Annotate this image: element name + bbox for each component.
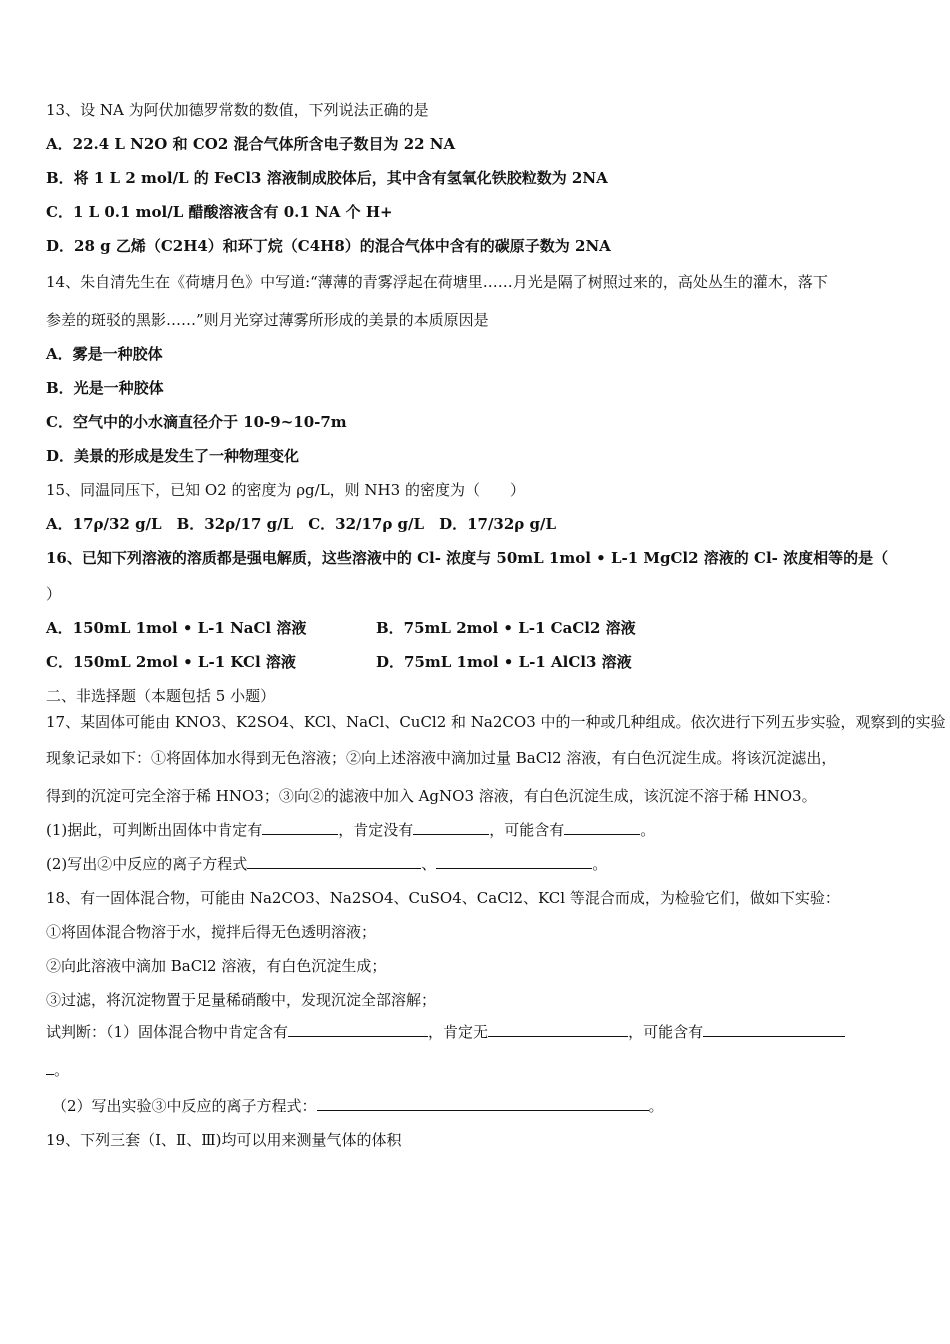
q18-judge1-mid2: ，可能含有	[628, 1023, 704, 1041]
q14-stem-line1: 14、朱自清先生在《荷塘月色》中写道:“薄薄的青雾浮起在荷塘里……月光是隔了树照过来的，高处丛生的灌木，落下	[46, 273, 828, 291]
q17-part1-prefix: (1)据此，可判断出固体中肯定有	[46, 821, 263, 839]
q18-judge2	[52, 1096, 664, 1116]
q13-option-b: B．将 1 L 2 mol/L 的 FeCl3 溶液制成胶体后，其中含有氢氧化铁胶粒数为 2NA	[46, 169, 608, 187]
q17-part1-mid1: ，肯定没有	[338, 821, 414, 839]
q18-answer-blank[interactable]	[46, 1060, 54, 1075]
q18-step3: ③过滤，将沉淀物置于足量稀硝酸中，发现沉淀全部溶解；	[46, 991, 437, 1009]
q16-option-d: D．75mL 1mol • L-1 AlCl3 溶液	[376, 653, 632, 671]
q16-option-a: A．150mL 1mol • L-1 NaCl 溶液	[46, 619, 307, 637]
q17-part1-end: 。	[640, 821, 656, 839]
q17-line2: 现象记录如下：①将固体加水得到无色溶液；②向上述溶液中滴加过量 BaCl2 溶液，有白色沉淀生成。将该沉淀滤出，	[46, 749, 837, 767]
q13-stem: 13、设 NA 为阿伏加德罗常数的数值，下列说法正确的是	[46, 101, 429, 119]
q14-option-a: A．雾是一种胶体	[46, 345, 163, 363]
q17-part1-mid2: ，可能含有	[489, 821, 565, 839]
q15-options: A．17ρ/32 g/L B．32ρ/17 g/L C．32/17ρ g/L D．17/32ρ g/L	[46, 515, 557, 533]
q17-equation-blank[interactable]	[436, 854, 592, 869]
q17-line3: 得到的沉淀可完全溶于稀 HNO3；③向②的滤液中加入 AgNO3 溶液，有白色沉淀生成，该沉淀不溶于稀 HNO3。	[46, 787, 817, 805]
q16-option-b: B．75mL 2mol • L-1 CaCl2 溶液	[376, 619, 636, 637]
q18-judge1-mid1: ，肯定无	[428, 1023, 489, 1041]
q17-part2	[46, 854, 607, 874]
q18-judge1	[46, 1022, 845, 1042]
q13-option-a: A．22.4 L N2O 和 CO2 混合气体所含电子数目为 22 NA	[46, 135, 456, 153]
q16-option-c: C．150mL 2mol • L-1 KCl 溶液	[46, 653, 296, 671]
q18-judge1-prefix: 试判断：（1）固体混合物中肯定含有	[46, 1023, 289, 1041]
q17-answer-blank[interactable]	[262, 820, 338, 835]
q14-stem-line2: 参差的斑驳的黑影……”则月光穿过薄雾所形成的美景的本质原因是	[46, 311, 489, 329]
q18-judge1-cont	[46, 1060, 69, 1080]
q17-equation-blank[interactable]	[247, 854, 421, 869]
q18-line1: 18、有一固体混合物，可能由 Na2CO3、Na2SO4、CuSO4、CaCl2、KCl 等混合而成，为检验它们，做如下实验：	[46, 889, 840, 907]
q17-answer-blank[interactable]	[564, 820, 640, 835]
q19-stem: 19、下列三套（Ⅰ、Ⅱ、Ⅲ)均可以用来测量气体的体积	[46, 1131, 402, 1149]
q17-line1: 17、某固体可能由 KNO3、K2SO4、KCl、NaCl、CuCl2 和 Na2CO3 中的一种或几种组成。依次进行下列五步实验，观察到的实验	[46, 713, 946, 731]
q14-option-d: D．美景的形成是发生了一种物理变化	[46, 447, 300, 465]
q16-stem-line2: ）	[46, 585, 62, 603]
q18-answer-blank[interactable]	[488, 1022, 628, 1037]
q17-part2-sep: 、	[421, 855, 437, 873]
part2-heading: 二、非选择题（本题包括 5 小题）	[46, 687, 276, 705]
q18-judge2-end: 。	[648, 1097, 664, 1115]
q13-option-c: C．1 L 0.1 mol/L 醋酸溶液含有 0.1 NA 个 H+	[46, 203, 393, 221]
q18-judge2-prefix: （2）写出实验③中反应的离子方程式：	[52, 1097, 317, 1115]
q17-answer-blank[interactable]	[413, 820, 489, 835]
q17-part2-prefix: (2)写出②中反应的离子方程式	[46, 855, 248, 873]
q13-option-d: D．28 g 乙烯（C2H4）和环丁烷（C4H8）的混合气体中含有的碳原子数为 2NA	[46, 237, 611, 255]
q14-option-b: B．光是一种胶体	[46, 379, 164, 397]
q16-stem-line1: 16、已知下列溶液的溶质都是强电解质，这些溶液中的 Cl- 浓度与 50mL 1mol • L-1 MgCl2 溶液的 Cl- 浓度相等的是（	[46, 549, 889, 567]
q18-answer-blank[interactable]	[703, 1022, 845, 1037]
q18-step2: ②向此溶液中滴加 BaCl2 溶液，有白色沉淀生成；	[46, 957, 387, 975]
q17-part2-end: 。	[592, 855, 608, 873]
q18-equation-blank[interactable]	[317, 1096, 649, 1111]
q18-judge1-end: 。	[54, 1061, 70, 1079]
q18-step1: ①将固体混合物溶于水，搅拌后得无色透明溶液；	[46, 923, 377, 941]
q17-part1	[46, 820, 655, 840]
q18-answer-blank[interactable]	[288, 1022, 428, 1037]
q14-option-c: C．空气中的小水滴直径介于 10-9~10-7m	[46, 413, 347, 431]
q15-stem: 15、同温同压下，已知 O2 的密度为 ρg/L，则 NH3 的密度为（ ）	[46, 481, 525, 499]
